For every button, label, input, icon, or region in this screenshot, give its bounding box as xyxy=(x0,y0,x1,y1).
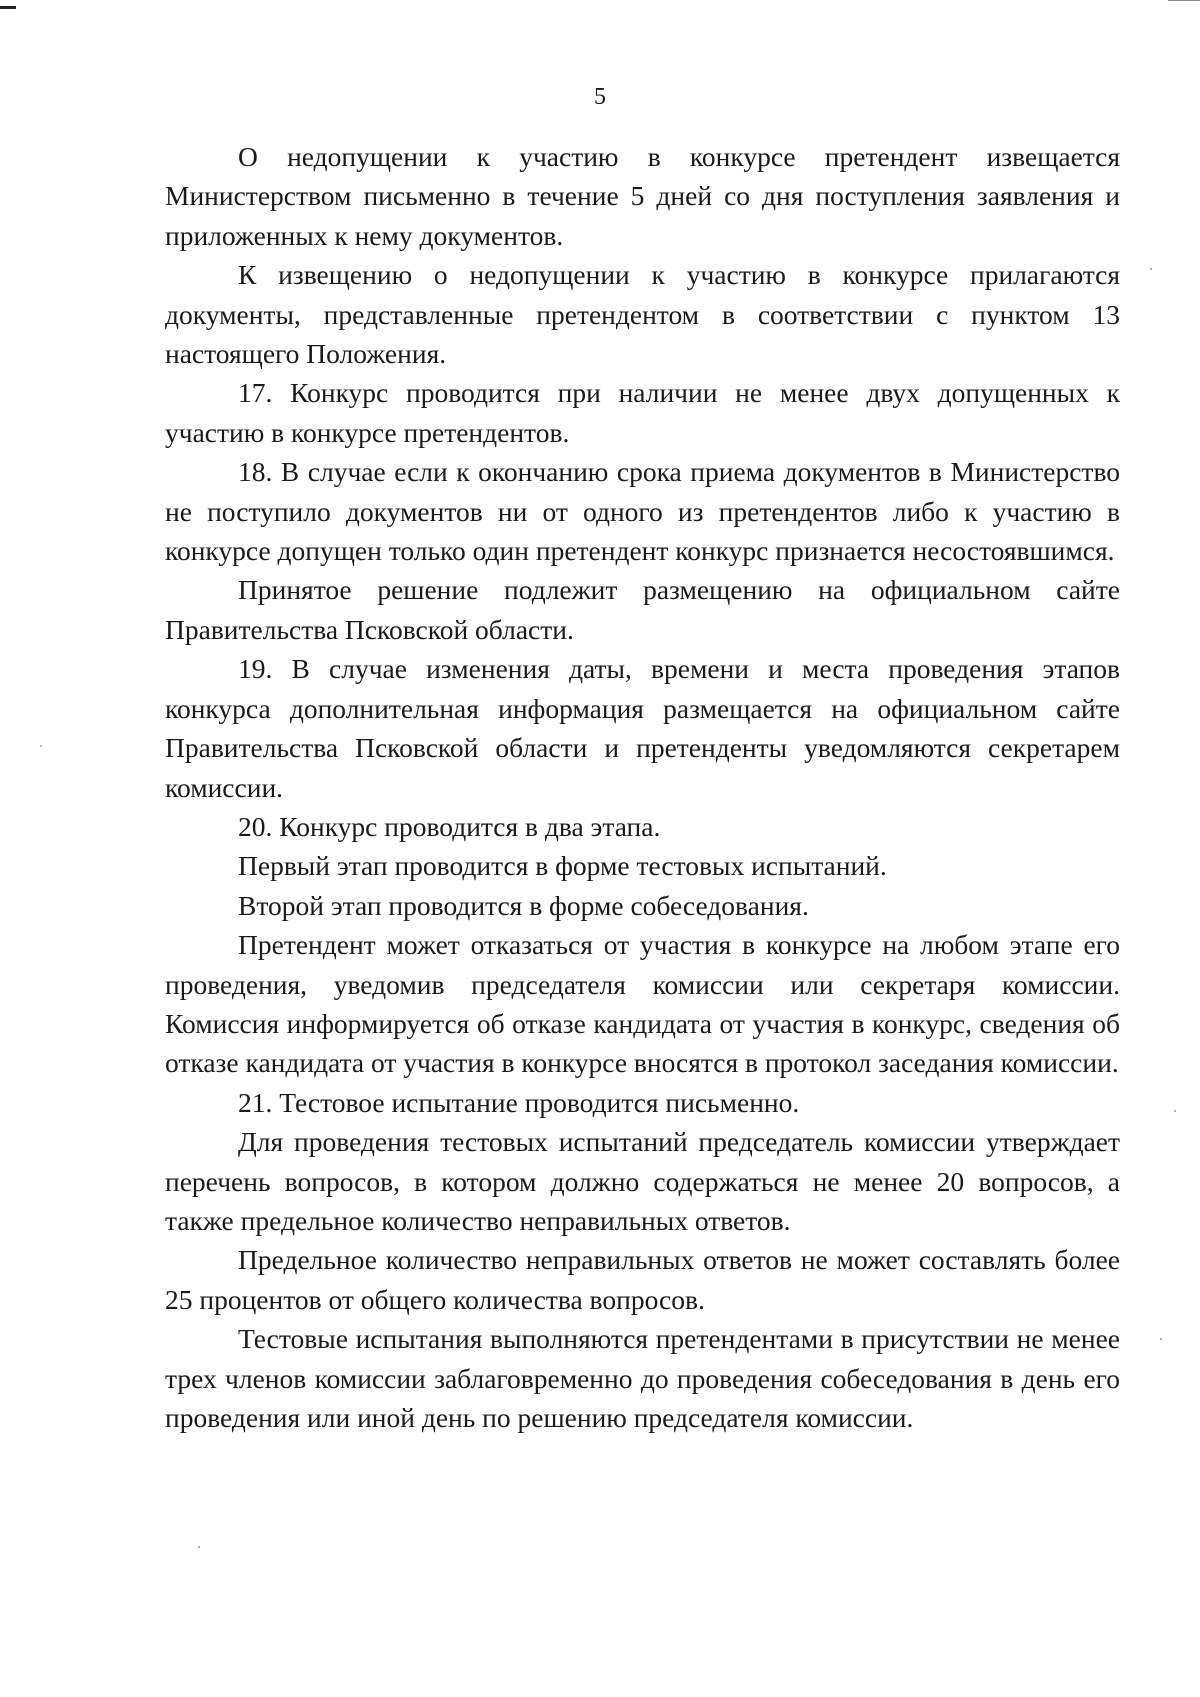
paragraph: Для проведения тестовых испытаний председатель комиссии утверждает перечень вопросов, в котором должно содержаться не менее 20 вопросов, а также предельное количество неправильных ответов. xyxy=(165,1126,1120,1236)
paragraph: Тестовые испытания выполняются претендентами в присутствии не менее трех членов комиссии заблаговременно до проведения собеседования в день его проведения или иной день по решению председателя комиссии. xyxy=(165,1323,1120,1433)
paragraph: Второй этап проводится в форме собеседования. xyxy=(238,889,809,921)
paragraph: Претендент может отказаться от участия в конкурсе на любом этапе его проведения, уведомив председателя комиссии или секретаря комиссии. Комиссия информируется об отказе кандидата от участия в конкурс, сведения об отказе кандидата от участия в конкурсе вносятся в протокол заседания комиссии. xyxy=(165,929,1120,1079)
scan-speck xyxy=(1150,268,1152,270)
scan-speck xyxy=(40,745,42,747)
paragraph-clause-19: 19. В случае изменения даты, времени и места проведения этапов конкурса дополнительная информация размещается на официальном сайте Правительства Псковской области и претенденты уведомляются секретарем комиссии. xyxy=(165,653,1120,803)
scan-edge-mark xyxy=(0,6,16,9)
paragraph-clause-20: 20. Конкурс проводится в два этапа. xyxy=(238,810,661,842)
paragraph-clause-21: 21. Тестовое испытание проводится письменно. xyxy=(238,1086,800,1118)
paragraph: Принятое решение подлежит размещению на официальном сайте Правительства Псковской области. xyxy=(165,574,1120,645)
paragraph: К извещению о недопущении к участию в конкурсе прилагаются документы, представленные претендентом в соответствии с пунктом 13 настоящего Положения. xyxy=(165,259,1120,370)
scan-corner-line xyxy=(1168,0,1200,1)
paragraph-clause-18: 18. В случае если к окончанию срока приема документов в Министерство не поступило документов ни от одного из претендентов либо к участию в конкурсе допущен только один претендент конкурс признается несостоявшимся. xyxy=(165,456,1120,567)
scan-speck xyxy=(198,1546,200,1548)
page-number: 5 xyxy=(594,84,606,110)
document-body xyxy=(165,137,1120,1437)
paragraph-clause-17: 17. Конкурс проводится при наличии не менее двух допущенных к участию в конкурсе претендентов. xyxy=(165,377,1120,448)
paragraph: О недопущении к участию в конкурсе претендент извещается Министерством письменно в течение 5 дней со дня поступления заявления и приложенных к нему документов. xyxy=(165,141,1120,251)
paragraph: Предельное количество неправильных ответов не может составлять более 25 процентов от общего количества вопросов. xyxy=(165,1244,1120,1315)
scan-speck xyxy=(1160,1338,1162,1340)
paragraph: Первый этап проводится в форме тестовых испытаний. xyxy=(238,850,887,882)
scan-speck xyxy=(1174,1110,1176,1112)
